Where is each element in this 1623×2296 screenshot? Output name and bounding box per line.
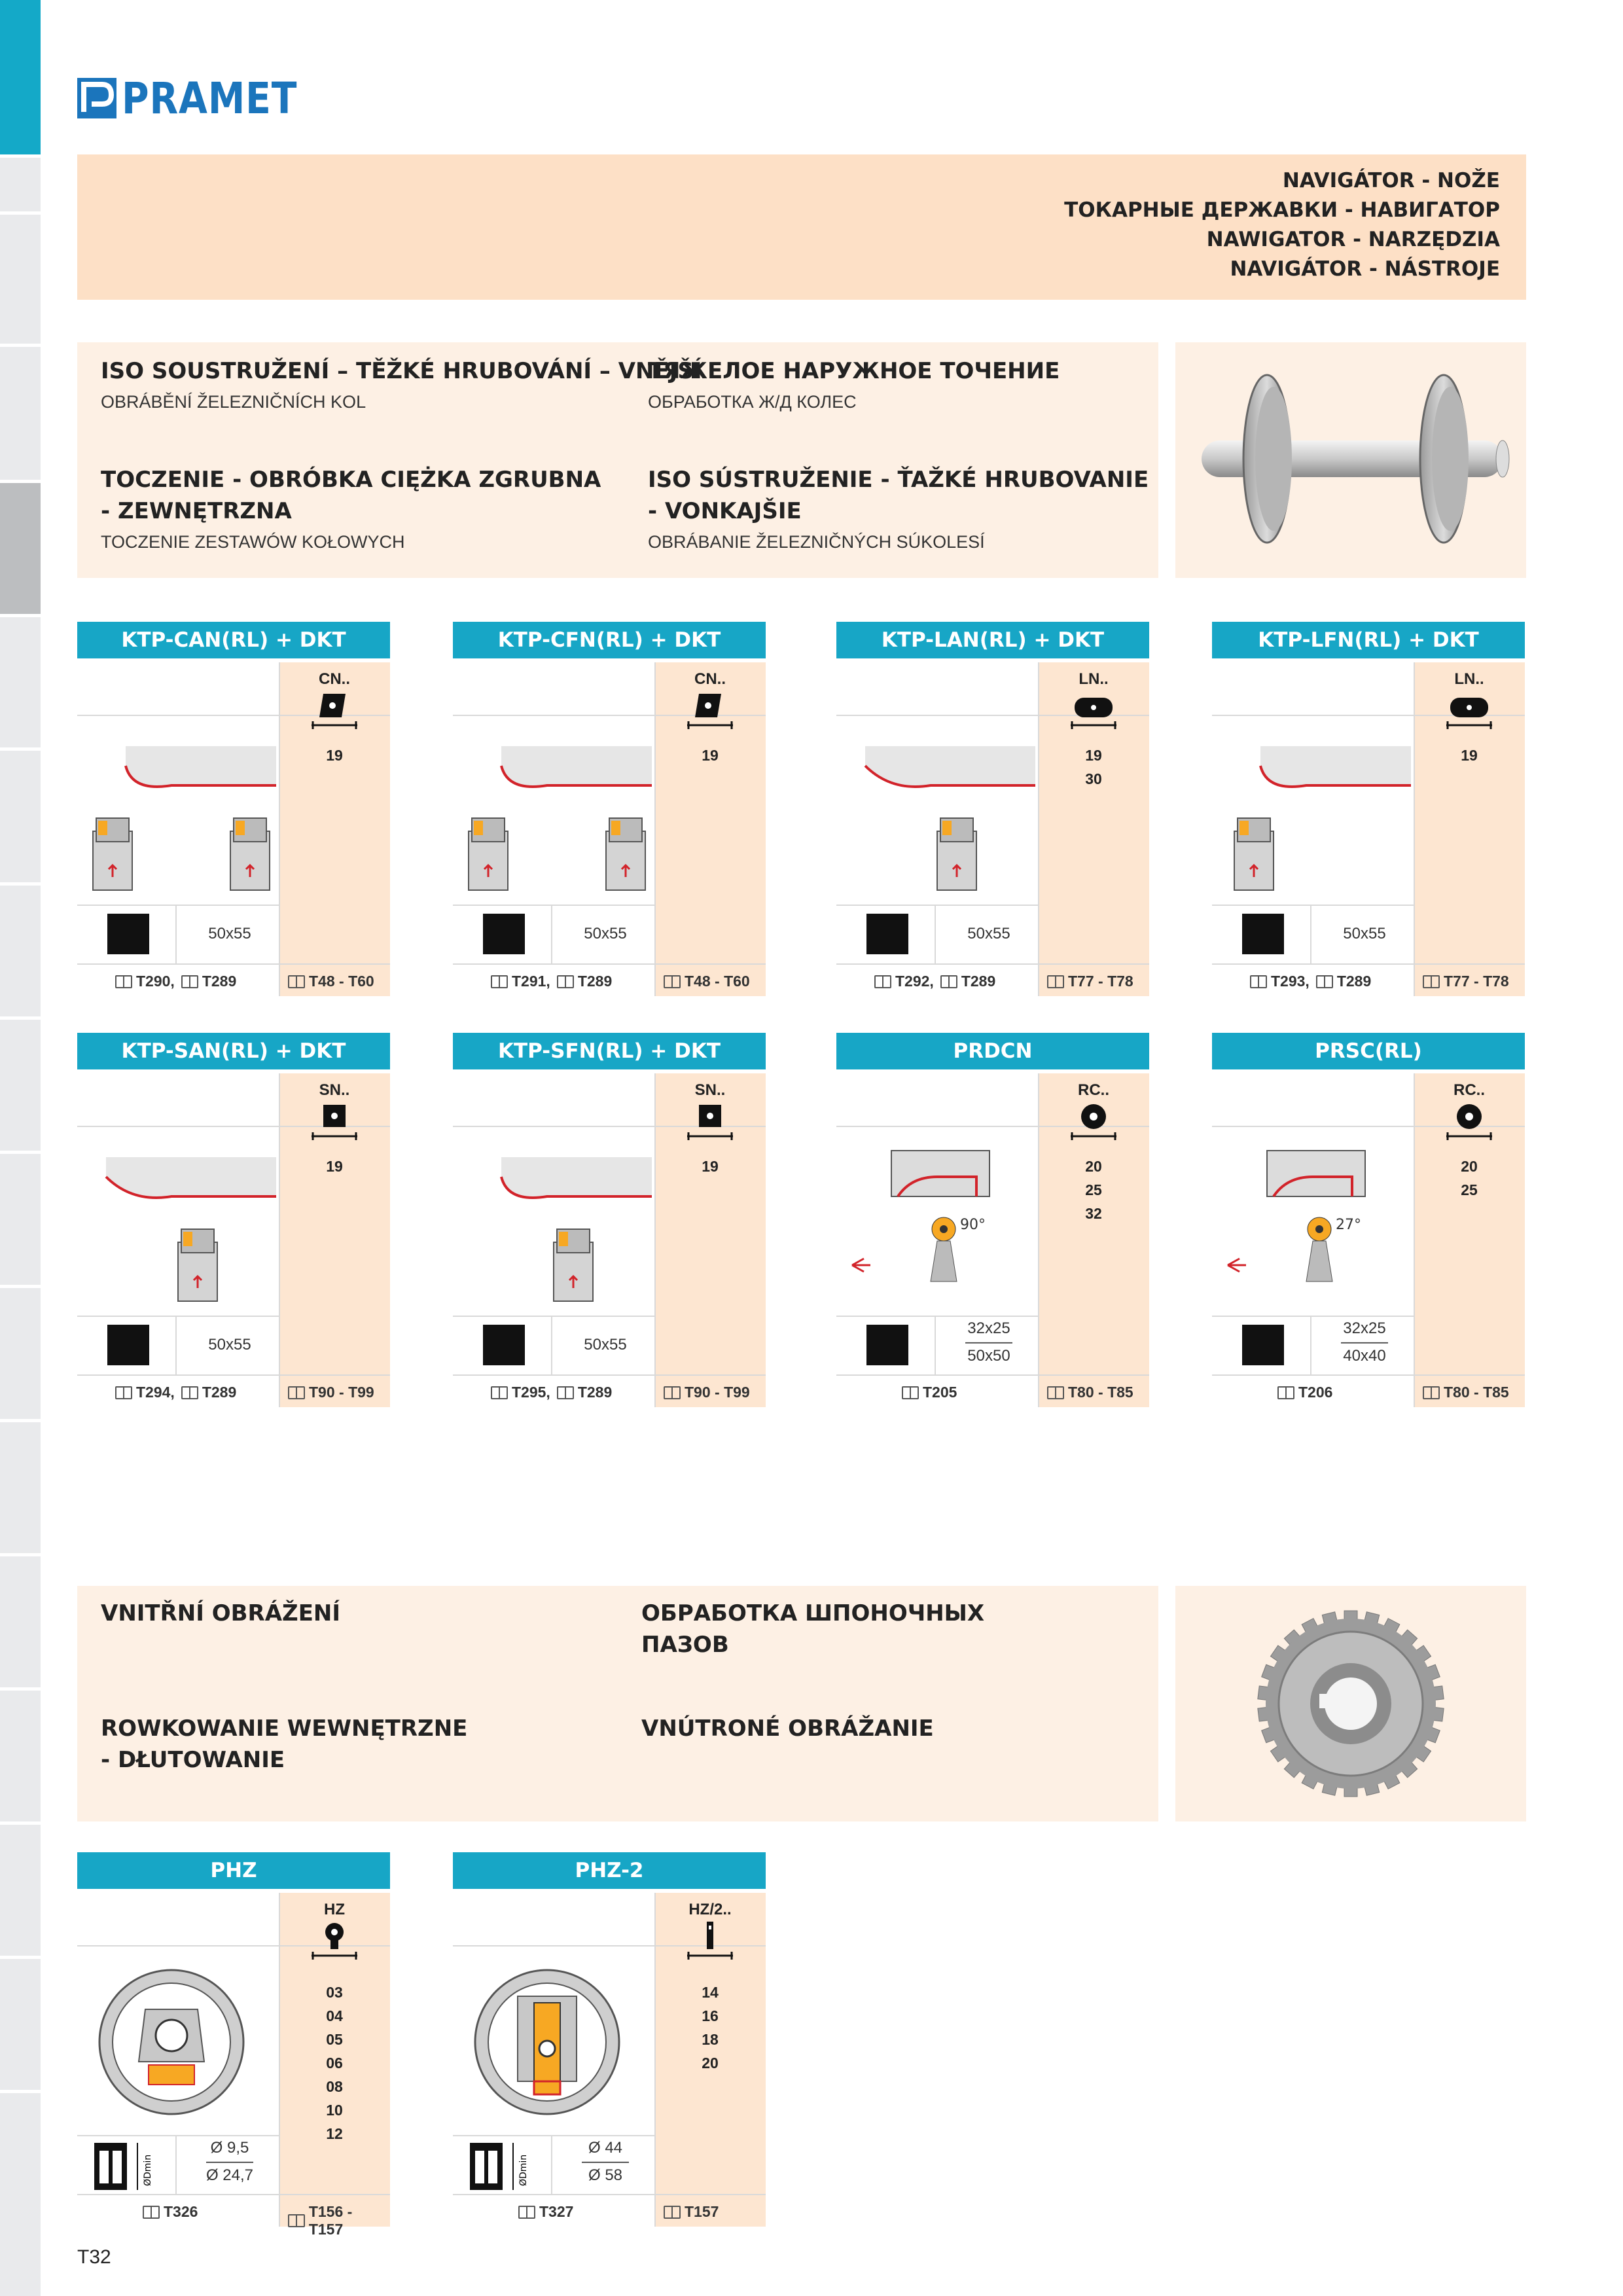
section2-title-cz: VNITŘNÍ OBRÁŽENÍ	[101, 1600, 341, 1626]
insert-shape	[305, 690, 364, 735]
holder-size	[181, 1335, 279, 1355]
insert-shape	[1440, 1101, 1499, 1146]
card-divider	[1310, 905, 1311, 963]
shank-section-icon	[483, 914, 525, 954]
ref-page: T80 - T85	[1068, 1384, 1133, 1401]
side-tab-divider	[0, 882, 41, 886]
book-icon	[902, 1386, 919, 1399]
insert-code: SN..	[694, 1081, 726, 1099]
book-icon	[1250, 975, 1267, 988]
card-divider	[453, 1374, 766, 1376]
book-icon	[491, 1386, 508, 1399]
insert-sizes	[1414, 1155, 1525, 1202]
tool-illustration	[455, 1950, 652, 2137]
page-reference-insert	[664, 973, 750, 990]
tool-card	[453, 1033, 766, 1407]
book-icon	[664, 1386, 681, 1399]
insert-shape	[681, 1101, 740, 1146]
insert-code: RC..	[1078, 1081, 1109, 1099]
card-divider	[551, 905, 552, 963]
page-reference-tool	[143, 2203, 198, 2221]
insert-shape-icon	[1440, 690, 1499, 732]
holder-size-value: 50x55	[1343, 925, 1386, 942]
insert-sizes	[1414, 744, 1525, 767]
banner-title-ru: ТОКАРНЫЕ ДЕРЖАВКИ - НАВИГАТОР	[1064, 198, 1500, 222]
side-tab-divider	[0, 614, 41, 617]
card-divider	[551, 1316, 552, 1374]
side-tab-divider	[0, 211, 41, 215]
tool-card-title: KTP-CFN(RL) + DKT	[453, 622, 766, 658]
book-icon	[288, 1386, 305, 1399]
tool-drawing	[455, 720, 652, 903]
header-banner	[77, 154, 1526, 300]
tool-card-title: PHZ-2	[453, 1852, 766, 1889]
ref-page: T289	[202, 973, 237, 990]
holder-size	[940, 924, 1038, 944]
page-reference-insert	[664, 2203, 719, 2221]
card-divider	[175, 905, 177, 963]
card-divider	[654, 1073, 656, 1407]
insert-shape-icon	[1064, 1101, 1123, 1143]
card-divider	[279, 1073, 280, 1407]
tool-drawing	[839, 1131, 1035, 1314]
book-icon	[940, 975, 957, 988]
insert-code: CN..	[694, 670, 726, 688]
holder-size-value: 50x55	[208, 925, 251, 942]
insert-code: HZ	[324, 1901, 345, 1918]
card-divider	[935, 905, 936, 963]
side-tab-divider	[0, 1419, 41, 1422]
section-heavy-turning	[77, 342, 1158, 578]
side-tab-divider	[0, 1016, 41, 1020]
card-divider	[836, 963, 1149, 965]
shank-section-icon	[1242, 914, 1284, 954]
tool-illustration	[1215, 720, 1411, 906]
section-title-sk	[648, 464, 1149, 527]
shank-section-icon	[107, 914, 149, 954]
svg-text:ØDmin: ØDmin	[518, 2154, 529, 2186]
book-icon	[115, 975, 132, 988]
ref-page: T77 - T78	[1068, 973, 1133, 990]
insert-shape-icon	[1064, 690, 1123, 732]
insert-size: 20	[1461, 1158, 1478, 1175]
insert-sizes	[654, 744, 766, 767]
insert-sizes	[654, 1155, 766, 1178]
insert-shape-icon	[305, 1101, 364, 1143]
insert-size: 03	[326, 1984, 343, 2001]
side-tab-divider	[0, 747, 41, 751]
tool-card	[1212, 622, 1525, 996]
side-tab-divider	[0, 1553, 41, 1556]
book-icon	[664, 975, 681, 988]
side-tab-divider	[0, 1285, 41, 1288]
card-divider	[1310, 1316, 1311, 1374]
angle-label: 27°	[1336, 1217, 1361, 1233]
book-icon	[1423, 975, 1440, 988]
insert-size: 19	[702, 1158, 719, 1175]
section-keyway	[77, 1586, 1158, 1821]
tool-illustration	[80, 720, 276, 906]
side-tab-divider	[0, 344, 41, 347]
tool-card	[453, 1852, 766, 2227]
side-tab-active-top	[0, 0, 41, 154]
card-divider	[175, 2135, 177, 2194]
section-title-sk-line2: - VONKAJŠIE	[648, 498, 802, 524]
holder-size-value: 50x50	[967, 1347, 1010, 1365]
tool-drawing	[455, 1950, 652, 2134]
book-icon	[1047, 975, 1064, 988]
card-divider	[654, 662, 656, 996]
insert-shape	[681, 1920, 740, 1965]
insert-code: LN..	[1454, 670, 1484, 688]
shank-section-icon	[483, 1325, 525, 1365]
page-reference-tool	[518, 2203, 573, 2221]
holder-size	[940, 1319, 1038, 1365]
section2-title-pl-line2: - DŁUTOWANIE	[101, 1747, 285, 1773]
book-icon	[557, 1386, 574, 1399]
ref-page: T205	[923, 1384, 957, 1401]
ref-page: T326	[164, 2203, 198, 2220]
side-tab-divider	[0, 1956, 41, 1959]
insert-code: LN..	[1079, 670, 1109, 688]
insert-shape-icon	[305, 1920, 364, 1962]
insert-size: 25	[1461, 1181, 1478, 1198]
gear-image-panel	[1175, 1586, 1526, 1821]
tool-card	[77, 1033, 390, 1407]
ref-page: T157	[685, 2203, 719, 2220]
card-divider	[175, 1316, 177, 1374]
card-divider	[77, 1374, 390, 1376]
tool-illustration	[455, 720, 652, 906]
book-icon	[1316, 975, 1333, 988]
tool-drawing	[1215, 1131, 1411, 1314]
book-icon	[288, 975, 305, 988]
shank-section-icon	[1242, 1325, 1284, 1365]
holder-size-value: 50x55	[208, 1336, 251, 1354]
shank-section-icon	[107, 1325, 149, 1365]
ref-page: T292,	[895, 973, 934, 990]
insert-size: 04	[326, 2007, 343, 2024]
insert-shape-icon	[681, 690, 740, 732]
insert-size: 10	[326, 2102, 343, 2119]
book-icon	[518, 2206, 535, 2219]
insert-size: 30	[1085, 770, 1102, 787]
bore-section-icon	[467, 2140, 539, 2193]
bore-section-icon	[92, 2140, 164, 2193]
side-tab-divider	[0, 2090, 41, 2093]
insert-size: 18	[702, 2031, 719, 2048]
holder-size	[556, 1335, 654, 1355]
insert-shape-icon	[681, 1101, 740, 1143]
page-reference-insert	[1047, 973, 1133, 990]
book-icon	[115, 1386, 132, 1399]
holder-size	[181, 924, 279, 944]
card-divider	[1212, 1374, 1525, 1376]
size-separator: ———	[582, 2153, 629, 2170]
section-title-cz: ISO SOUSTRUŽENÍ – TĚŽKÉ HRUBOVÁNÍ – VNĚJŠÍ	[101, 358, 702, 384]
tool-illustration	[839, 720, 1035, 906]
section-subtitle-cz: OBRÁBĚNÍ ŽELEZNIČNÍCH KOL	[101, 392, 366, 412]
card-divider	[1038, 662, 1039, 996]
section2-title-pl	[101, 1713, 467, 1776]
shank-section-icon	[866, 1325, 908, 1365]
section-title-pl	[101, 464, 601, 527]
tool-drawing	[1215, 720, 1411, 903]
tool-card	[453, 622, 766, 996]
card-divider	[453, 2194, 766, 2195]
insert-code: CN..	[319, 670, 350, 688]
card-divider	[279, 662, 280, 996]
ref-page: T90 - T99	[309, 1384, 374, 1401]
page-number: T32	[77, 2246, 111, 2268]
svg-text:ØDmin: ØDmin	[143, 2154, 153, 2186]
insert-sizes	[279, 1155, 390, 1178]
tool-drawing	[839, 720, 1035, 903]
insert-size: 19	[326, 747, 343, 764]
holder-size	[556, 2139, 654, 2185]
side-tab-divider	[0, 1687, 41, 1691]
insert-size: 08	[326, 2078, 343, 2095]
insert-size: 19	[702, 747, 719, 764]
tool-card	[77, 1852, 390, 2238]
size-separator: ———	[1341, 1333, 1388, 1351]
pramet-logo-icon	[77, 78, 116, 118]
holder-size-value: Ø 44	[588, 2139, 623, 2157]
ref-page: T290,	[136, 973, 175, 990]
tool-illustration	[80, 1950, 276, 2137]
holder-size-value: 50x55	[584, 925, 627, 942]
holder-size-value: 50x55	[967, 925, 1010, 942]
book-icon	[181, 975, 198, 988]
insert-size: 20	[1085, 1158, 1102, 1175]
tool-card-title: KTP-CAN(RL) + DKT	[77, 622, 390, 658]
ref-page: T289	[577, 1384, 613, 1401]
side-tab-current-chapter	[0, 483, 41, 614]
wheelset-image-panel	[1175, 342, 1526, 578]
book-icon	[288, 2214, 305, 2227]
insert-shape-icon	[305, 690, 364, 732]
section-subtitle-ru: ОБРАБОТКА Ж/Д КОЛЕС	[648, 392, 857, 412]
insert-size: 25	[1085, 1181, 1102, 1198]
ref-page: T289	[202, 1384, 237, 1401]
holder-size	[1315, 924, 1414, 944]
tool-illustration	[80, 1131, 276, 1318]
card-divider	[1414, 662, 1415, 996]
holder-size	[1315, 1319, 1414, 1365]
holder-size-value: 32x25	[1343, 1319, 1386, 1337]
page-reference-insert	[664, 1384, 750, 1401]
insert-shape-icon	[1440, 1101, 1499, 1143]
tool-card-title: PRDCN	[836, 1033, 1149, 1069]
ref-page: T289	[577, 973, 613, 990]
card-divider	[77, 2194, 390, 2195]
book-icon	[664, 2206, 681, 2219]
card-divider	[836, 1374, 1149, 1376]
banner-title-pl: NAWIGATOR - NARZĘDZIA	[1206, 228, 1500, 251]
section-subtitle-pl: TOCZENIE ZESTAWÓW KOŁOWYCH	[101, 532, 405, 552]
card-divider	[1212, 963, 1525, 965]
insert-shape	[1440, 690, 1499, 735]
insert-shape	[681, 690, 740, 735]
insert-sizes	[1038, 1155, 1149, 1225]
insert-size: 06	[326, 2054, 343, 2072]
pramet-logo	[77, 73, 326, 124]
tool-card-title: PHZ	[77, 1852, 390, 1889]
book-icon	[143, 2206, 160, 2219]
book-icon	[557, 975, 574, 988]
ref-page: T327	[539, 2203, 574, 2220]
tool-drawing	[80, 1950, 276, 2134]
ref-page: T48 - T60	[309, 973, 374, 990]
ref-page: T156 - T157	[308, 2203, 353, 2238]
side-tab-divider	[0, 1151, 41, 1154]
tool-card-title: KTP-LFN(RL) + DKT	[1212, 622, 1525, 658]
tool-card	[1212, 1033, 1525, 1407]
ref-page: T289	[1336, 973, 1372, 990]
card-divider	[453, 963, 766, 965]
insert-size: 20	[702, 2054, 719, 2072]
insert-shape-icon	[681, 1920, 740, 1962]
insert-size: 19	[326, 1158, 343, 1175]
holder-size-value: Ø 58	[588, 2166, 623, 2184]
banner-title-sk: NAVIGÁTOR - NÁSTROJE	[1230, 257, 1500, 281]
section-subtitle-sk: OBRÁBANIE ŽELEZNIČNÝCH SÚKOLESÍ	[648, 532, 985, 552]
section2-title-sk: VNÚTRONÉ OBRÁŽANIE	[641, 1715, 934, 1742]
page-reference-insert	[1047, 1384, 1133, 1401]
book-icon	[874, 975, 891, 988]
holder-size-value: 32x25	[967, 1319, 1010, 1337]
insert-sizes	[654, 1981, 766, 2075]
ref-page: T206	[1298, 1384, 1333, 1401]
tool-card-title: KTP-LAN(RL) + DKT	[836, 622, 1149, 658]
ref-page: T77 - T78	[1444, 973, 1509, 990]
insert-size: 19	[1461, 747, 1478, 764]
section2-title-ru-line1: ОБРАБОТКА ШПОНОЧНЫХ	[641, 1600, 985, 1626]
ref-page: T48 - T60	[685, 973, 750, 990]
insert-size: 19	[1085, 747, 1102, 764]
holder-size-value: 50x55	[584, 1336, 627, 1354]
banner-title-cz: NAVIGÁTOR - NOŽE	[1282, 169, 1500, 192]
ref-page: T294,	[136, 1384, 175, 1401]
tool-card-title: KTP-SFN(RL) + DKT	[453, 1033, 766, 1069]
holder-size	[181, 2139, 279, 2185]
card-divider	[935, 1316, 936, 1374]
book-icon	[181, 1386, 198, 1399]
size-separator: ———	[206, 2153, 253, 2170]
holder-size-value: Ø 24,7	[205, 2166, 254, 2184]
tool-illustration	[455, 1131, 652, 1318]
tool-illustration	[1215, 1131, 1411, 1318]
section2-title-ru	[641, 1598, 984, 1660]
book-icon	[491, 975, 508, 988]
card-divider	[1038, 1073, 1039, 1407]
ref-page: T291,	[512, 973, 550, 990]
section2-title-ru-line2: ПАЗОВ	[641, 1632, 729, 1658]
shank-section-icon	[866, 914, 908, 954]
section-title-pl-line1: TOCZENIE - OBRÓBKA CIĘŻKA ZGRUBNA	[101, 467, 601, 493]
page-reference-tool	[491, 973, 612, 990]
page-reference-insert	[1423, 1384, 1509, 1401]
insert-code: HZ/2..	[688, 1901, 732, 1918]
insert-size: 16	[702, 2007, 719, 2024]
insert-shape	[1064, 690, 1123, 735]
insert-code: SN..	[319, 1081, 350, 1099]
insert-code: RC..	[1454, 1081, 1485, 1099]
insert-shape	[305, 1920, 364, 1965]
page-reference-tool	[1277, 1384, 1332, 1401]
gear-image	[1175, 1586, 1526, 1821]
insert-sizes	[1038, 744, 1149, 791]
card-divider	[551, 2135, 552, 2194]
insert-shape	[1064, 1101, 1123, 1146]
side-tab-divider	[0, 154, 41, 158]
railway-wheelset-image	[1175, 342, 1526, 578]
tool-drawing	[80, 720, 276, 903]
tool-card	[836, 622, 1149, 996]
side-tab-divider	[0, 1821, 41, 1825]
tool-card	[836, 1033, 1149, 1407]
ref-page: T90 - T99	[685, 1384, 750, 1401]
card-divider	[1414, 1073, 1415, 1407]
page-reference-tool	[902, 1384, 957, 1401]
angle-label: 90°	[960, 1217, 986, 1233]
brand-name: PRAMET	[122, 73, 298, 124]
ref-page: T293,	[1271, 973, 1310, 990]
holder-size-value: Ø 9,5	[210, 2139, 249, 2157]
insert-sizes	[279, 1981, 390, 2145]
book-icon	[1047, 1386, 1064, 1399]
section2-title-pl-line1: ROWKOWANIE WEWNĘTRZNE	[101, 1715, 468, 1742]
card-divider	[77, 963, 390, 965]
insert-size: 05	[326, 2031, 343, 2048]
ref-page: T80 - T85	[1444, 1384, 1509, 1401]
insert-size: 14	[702, 1984, 719, 2001]
insert-size: 32	[1085, 1205, 1102, 1222]
page-reference-insert	[1423, 973, 1509, 990]
section-title-sk-line1: ISO SÚSTRUŽENIE - ŤAŽKÉ HRUBOVANIE	[648, 467, 1149, 493]
size-separator: ———	[965, 1333, 1012, 1351]
tool-card	[77, 622, 390, 996]
page-reference-tool	[874, 973, 995, 990]
page-reference-insert	[288, 2203, 390, 2238]
insert-shape	[305, 1101, 364, 1146]
page-reference-tool	[115, 973, 236, 990]
page-reference-insert	[288, 973, 374, 990]
insert-size: 12	[326, 2125, 343, 2142]
insert-sizes	[279, 744, 390, 767]
tool-drawing	[80, 1131, 276, 1314]
tool-illustration	[839, 1131, 1035, 1318]
side-tab-divider	[0, 480, 41, 483]
page-reference-insert	[288, 1384, 374, 1401]
page-reference-tool	[115, 1384, 236, 1401]
book-icon	[1277, 1386, 1294, 1399]
section-title-ru: ТЯЖЕЛОЕ НАРУЖНОЕ ТОЧЕНИЕ	[648, 358, 1060, 384]
tool-drawing	[455, 1131, 652, 1314]
tool-card-title: KTP-SAN(RL) + DKT	[77, 1033, 390, 1069]
holder-size	[556, 924, 654, 944]
holder-size-value: 40x40	[1343, 1347, 1386, 1365]
ref-page: T295,	[512, 1384, 550, 1401]
page-reference-tool	[1250, 973, 1371, 990]
ref-page: T289	[961, 973, 996, 990]
book-icon	[1423, 1386, 1440, 1399]
tool-card-title: PRSC(RL)	[1212, 1033, 1525, 1069]
page-reference-tool	[491, 1384, 612, 1401]
section-title-pl-line2: - ZEWNĘTRZNA	[101, 498, 292, 524]
